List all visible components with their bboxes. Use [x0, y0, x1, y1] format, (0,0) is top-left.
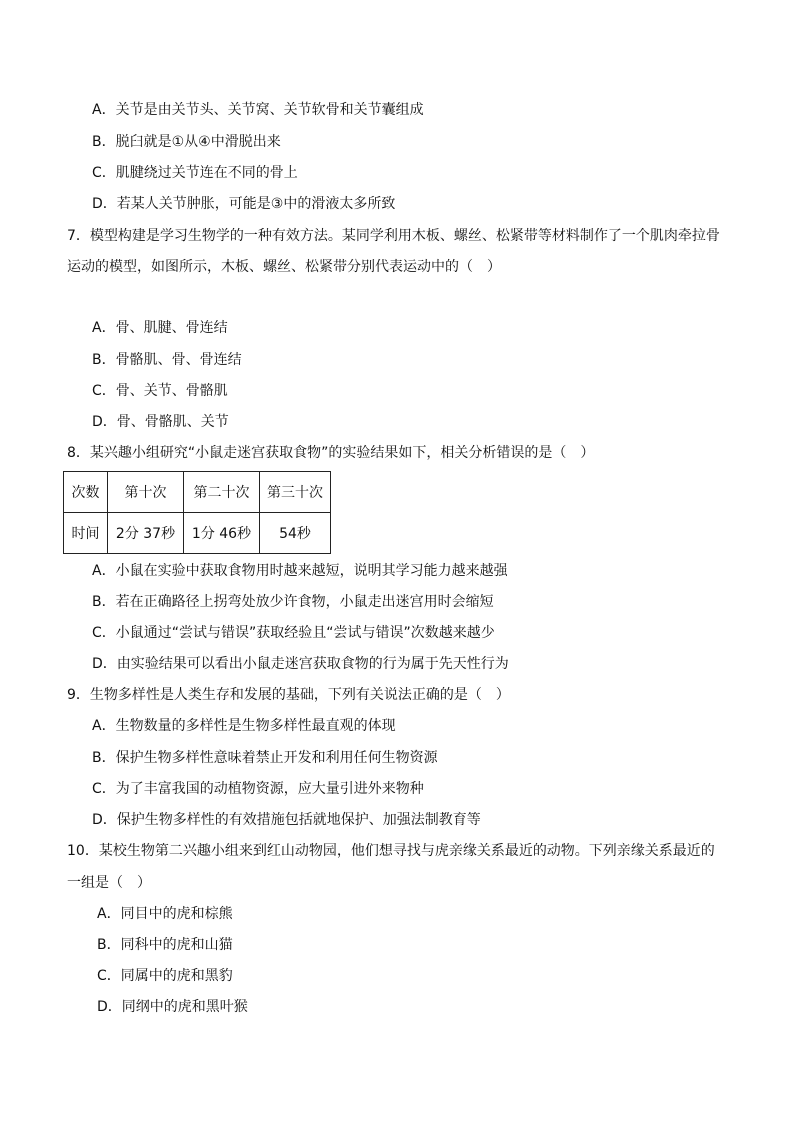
- q8-result-table: [63, 471, 331, 554]
- q8-stem: 8．某兴趣小组研究“小鼠走迷宫获取食物”的实验结果如下，相关分析错误的是（ ）: [67, 445, 595, 461]
- q10-option-c: C．同属中的虎和黑豹: [97, 968, 233, 984]
- table-header-row: [64, 472, 331, 513]
- q8-option-c: C．小鼠通过“尝试与错误”获取经验且“尝试与错误”次数越来越少: [92, 625, 495, 641]
- q9-stem: 9．生物多样性是人类生存和发展的基础，下列有关说法正确的是（ ）: [67, 687, 510, 703]
- q6-option-d: D．若某人关节肿胀，可能是③中的滑液太多所致: [92, 196, 396, 212]
- q7-option-c: C．骨、关节、骨骼肌: [92, 383, 228, 399]
- table-cell: 1分 46秒: [184, 513, 260, 554]
- q9-option-c: C．为了丰富我国的动植物资源，应大量引进外来物种: [92, 781, 424, 797]
- q8-option-a: A．小鼠在实验中获取食物用时越来越短，说明其学习能力越来越强: [92, 563, 508, 579]
- q10-option-b: B．同科中的虎和山猫: [97, 937, 233, 953]
- q6-option-a: A．关节是由关节头、关节窝、关节软骨和关节囊组成: [92, 102, 424, 118]
- q9-option-a: A．生物数量的多样性是生物多样性最直观的体现: [92, 718, 396, 734]
- table-cell: 第三十次: [260, 472, 331, 513]
- q7-option-a: A．骨、肌腱、骨连结: [92, 320, 228, 336]
- table-row: [64, 513, 331, 554]
- q10-option-a: A．同目中的虎和棕熊: [97, 906, 233, 922]
- table-cell: 第二十次: [184, 472, 260, 513]
- table-cell: 时间: [64, 513, 108, 554]
- q10-stem-line2: 一组是（ ）: [67, 875, 151, 891]
- q8-option-b: B．若在正确路径上拐弯处放少许食物，小鼠走出迷宫用时会缩短: [92, 594, 494, 610]
- q10-stem-line1: 10．某校生物第二兴趣小组来到红山动物园，他们想寻找与虎亲缘关系最近的动物。下列亲缘关系最近的: [67, 843, 715, 859]
- q10-option-d: D．同纲中的虎和黑叶猴: [97, 999, 248, 1015]
- q6-option-b: B．脱臼就是①从④中滑脱出来: [92, 134, 281, 150]
- q8-option-d: D．由实验结果可以看出小鼠走迷宫获取食物的行为属于先天性行为: [92, 656, 509, 672]
- q9-option-d: D．保护生物多样性的有效措施包括就地保护、加强法制教育等: [92, 812, 481, 828]
- table-cell: 54秒: [260, 513, 331, 554]
- q6-option-c: C．肌腱绕过关节连在不同的骨上: [92, 165, 298, 181]
- q7-stem-line1: 7．模型构建是学习生物学的一种有效方法。某同学利用木板、螺丝、松紧带等材料制作了一个肌肉牵拉骨: [67, 228, 720, 244]
- table-cell: 次数: [64, 472, 108, 513]
- q7-option-b: B．骨骼肌、骨、骨连结: [92, 352, 242, 368]
- q7-option-d: D．骨、骨骼肌、关节: [92, 414, 229, 430]
- q7-stem-line2: 运动的模型，如图所示，木板、螺丝、松紧带分别代表运动中的（ ）: [67, 259, 501, 275]
- q9-option-b: B．保护生物多样性意味着禁止开发和利用任何生物资源: [92, 750, 438, 766]
- table-cell: 第十次: [108, 472, 184, 513]
- table-cell: 2分 37秒: [108, 513, 184, 554]
